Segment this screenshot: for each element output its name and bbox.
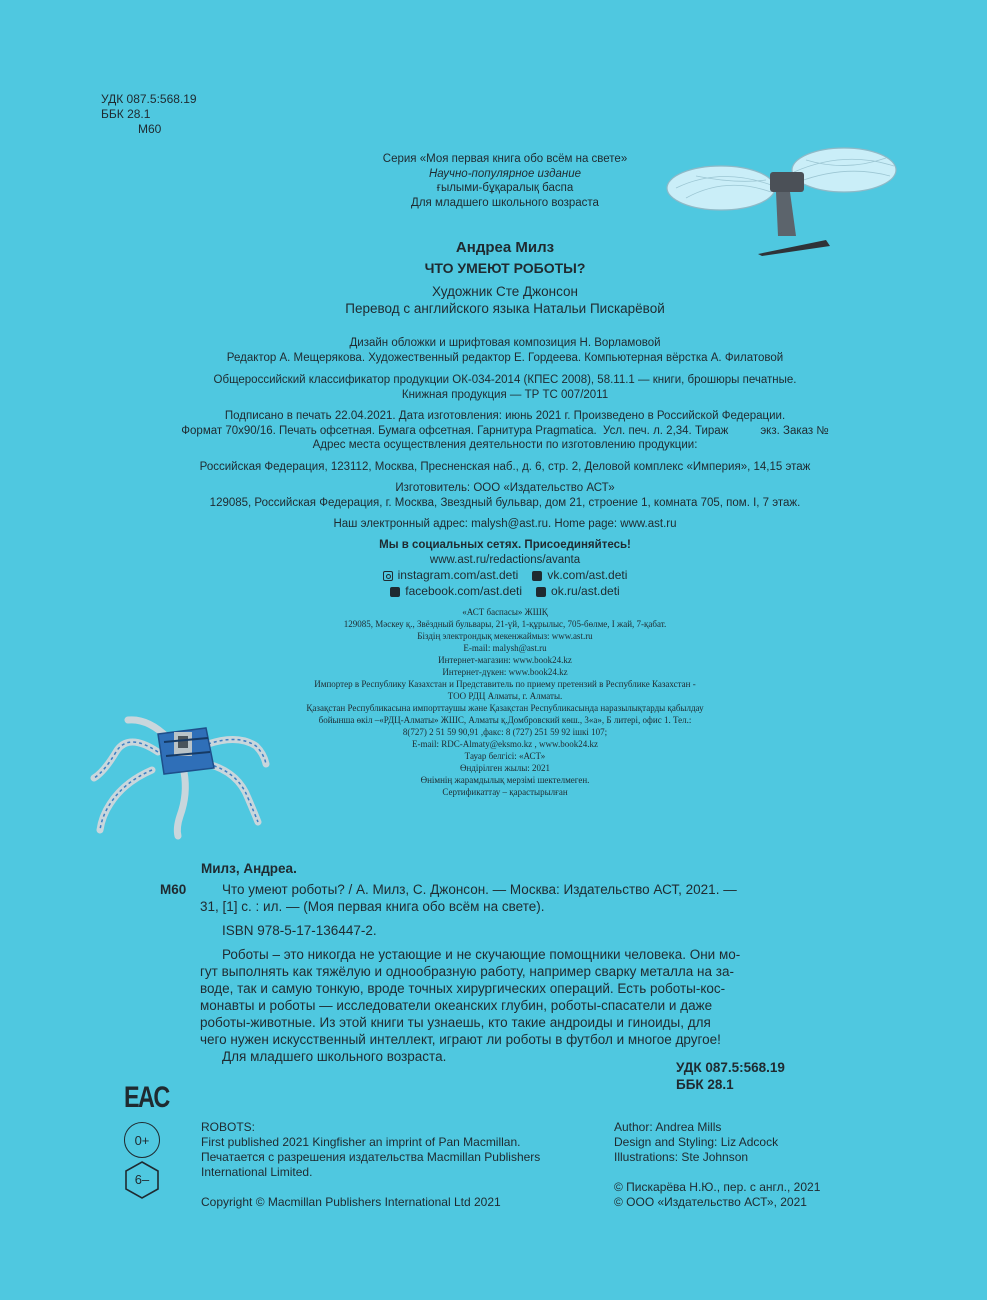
kz-line-7: Импортер в Республику Казахстан и Представитель по приему претензий в Республике Казахстан -	[314, 679, 696, 689]
catalog-heading: Милз, Андреа.	[201, 861, 297, 876]
age-group: Для младшего школьного возраста	[411, 196, 599, 209]
design-credits	[100, 336, 910, 365]
description-line-5: роботы-животные. Из этой книги ты узнаешь, кто такие андроиды и гиноиды, для	[200, 1015, 711, 1030]
original-illustrations: Illustrations: Ste Johnson	[614, 1150, 749, 1164]
kazakhstan-info-block	[240, 606, 770, 798]
translator-credit: Перевод с английского языка Натальи Пискарёвой	[345, 300, 665, 316]
permission-line-1: Печатается с разрешения издательства Macmillan Publishers	[201, 1150, 541, 1164]
classifier-line-2: Книжная продукция — ТР ТС 007/2011	[401, 388, 609, 401]
kz-line-9: Қазақстан Республикасына импорттаушы және Қазақстан Республикасында наразылықтарды қабылдау	[306, 703, 704, 713]
catalog-bbk: ББК 28.1	[676, 1076, 734, 1092]
series-name: Серия «Моя первая книга обо всём на свете»	[382, 153, 628, 165]
copyrights-block	[614, 1180, 820, 1210]
original-author: Author: Andrea Mills	[614, 1120, 722, 1134]
social-block	[250, 538, 760, 599]
vk-icon	[532, 571, 542, 581]
classifier-block	[100, 373, 910, 402]
classifier-line-1: Общероссийский классификатор продукции ОК-034-2014 (КПЕС 2008), 58.11.1 — книги, брошюры печатные.	[213, 374, 797, 386]
catalog-code: М60	[160, 882, 187, 897]
edition-type-kz: ғылыми-бұқаралық баспа	[436, 182, 574, 194]
odnoklassniki-icon	[536, 587, 546, 597]
age-badge-0: 0+	[124, 1122, 160, 1158]
contacts-line: Наш электронный адрес: malysh@ast.ru. Home page: www.ast.ru	[333, 518, 677, 530]
social-row-2	[250, 584, 760, 599]
kz-line-5: Интернет-магазин: www.book24.kz	[438, 655, 572, 665]
kz-line-4: E-mail: malysh@ast.ru	[463, 643, 547, 653]
book-author: Андреа Милз	[455, 239, 555, 256]
print-info-line-1: Подписано в печать 22.04.2021. Дата изготовления: июнь 2021 г. Произведено в Российской Федерации.	[224, 410, 786, 422]
permission-line-2: International Limited.	[201, 1165, 313, 1179]
catalog-classification	[676, 1060, 785, 1093]
kz-line-10: бойынша өкіл –«РДЦ-Алматы» ЖШС, Алматы қ.Домбровский көш., 3«а», Б литері, офис 1. Тел.:	[318, 715, 692, 725]
kz-line-3: Біздің электрондық мекенжаймыз: www.ast.ru	[417, 631, 593, 641]
original-copyright: Copyright © Macmillan Publishers International Ltd 2021	[201, 1195, 501, 1209]
vk-label: vk.com/ast.deti	[547, 568, 628, 582]
description-line-2: гут выполнять как тяжёлую и однообразную работу, например сварку металла на за-	[200, 964, 734, 979]
description-line-3: воде, так и самую тонкую, вроде точных хирургических операций. Есть роботы-кос-	[200, 981, 726, 996]
design-line-1: Дизайн обложки и шрифтовая композиция Н. Ворламовой	[349, 337, 661, 349]
print-info-block	[100, 409, 910, 453]
book-title: ЧТО УМЕЮТ РОБОТЫ?	[424, 260, 586, 276]
original-published: First published 2021 Kingfisher an imprint of Pan Macmillan.	[201, 1135, 521, 1149]
bbk-code: ББК 28.1	[101, 107, 151, 121]
production-address: Российская Федерация, 123112, Москва, Пресненская наб., д. 6, стр. 2, Деловой комплекс «Империя», 14,15 этаж	[199, 461, 811, 473]
catalog-entry-line-1: Что умеют роботы? / А. Милз, С. Джонсон. — Москва: Издательство АСТ, 2021. —	[222, 882, 737, 897]
kz-line-8: ТОО РДЦ Алматы, г. Алматы.	[447, 691, 563, 701]
kz-line-15: Өнімнің жарамдылық мерзімі шектелмеген.	[420, 775, 590, 785]
udk-code: УДК 087.5:568.19	[101, 92, 197, 106]
original-title: ROBOTS:	[201, 1120, 256, 1134]
instagram-label: instagram.com/ast.deti	[397, 568, 519, 582]
description-line-6: чего нужен искусственный интеллект, играют ли роботы в футбол и многое другое!	[200, 1032, 721, 1047]
original-design: Design and Styling: Liz Adcock	[614, 1135, 779, 1149]
publisher-copyright: © ООО «Издательство АСТ», 2021	[614, 1195, 807, 1209]
print-info-line-2: Формат 70х90/16. Печать офсетная. Бумага офсетная. Гарнитура Pragmatica. Усл. печ. л. 2,34. Тираж экз. Заказ №	[181, 424, 829, 437]
kz-line-6: Интернет-дүкен: www.book24.kz	[442, 667, 568, 677]
kz-line-2: 129085, Мәскеу қ., Звёздный бульвары, 21-үй, 1-құрылыс, 705-бөлме, I жай, 7-қабат.	[343, 619, 667, 629]
edition-type: Научно-популярное издание	[428, 167, 582, 180]
ok-label: ok.ru/ast.deti	[551, 584, 620, 598]
spider-robot-illustration	[88, 712, 270, 842]
kz-line-14: Өндірілген жылы: 2021	[459, 763, 551, 773]
book-description	[200, 946, 740, 1065]
kz-line-12: E-mail: RDC-Almaty@eksmo.kz , www.book24.kz	[412, 739, 598, 749]
print-info-line-3: Адрес места осуществления деятельности по изготовлению продукции:	[312, 439, 698, 451]
instagram-link[interactable]	[383, 568, 519, 583]
manufacturer-name: Изготовитель: ООО «Издательство АСТ»	[395, 482, 615, 494]
kz-line-16: Сертификаттау – қарастырылған	[442, 787, 568, 797]
catalog-entry-line-2: 31, [1] с. : ил. — (Моя первая книга обо всём на свете).	[200, 899, 545, 914]
social-main-link[interactable]: www.ast.ru/redactions/avanta	[429, 553, 581, 566]
description-line-1: Роботы – это никогда не устающие и не скучающие помощники человека. Они мо-	[222, 947, 741, 962]
social-heading: Мы в социальных сетях. Присоединяйтесь!	[379, 539, 631, 551]
facebook-label: facebook.com/ast.deti	[405, 584, 523, 598]
description-line-4: монавты и роботы — исследователи океанских глубин, роботы-спасатели и даже	[200, 998, 713, 1013]
facebook-icon	[390, 587, 400, 597]
catalog-entry	[200, 881, 737, 915]
description-age: Для младшего школьного возраста.	[222, 1049, 447, 1064]
original-edition-block	[201, 1120, 540, 1180]
author-mark: М60	[138, 122, 162, 136]
illustrator-credit: Художник Сте Джонсон	[432, 284, 578, 299]
original-credits-block	[614, 1120, 778, 1165]
translation-copyright: © Пискарёва Н.Ю., пер. с англ., 2021	[614, 1180, 821, 1194]
kz-line-11: 8(727) 2 51 59 90,91 ,факс: 8 (727) 251 59 92 ішкі 107;	[402, 727, 608, 737]
isbn-line: ISBN 978-5-17-136447-2.	[222, 923, 377, 938]
series-block	[300, 152, 710, 210]
kz-line-1: «АСТ баспасы» ЖШҚ	[462, 607, 548, 617]
credits-block	[250, 284, 760, 317]
facebook-link[interactable]	[390, 584, 522, 599]
social-row-1	[250, 568, 760, 583]
eac-mark: EAC	[124, 1081, 169, 1114]
vk-link[interactable]	[532, 568, 627, 583]
udk-block	[101, 92, 197, 137]
instagram-icon	[383, 571, 393, 581]
manufacturer-address: 129085, Российская Федерация, г. Москва, Звездный бульвар, дом 21, строение 1, комната 705, пом. I, 7 этаж.	[209, 496, 801, 509]
catalog-udk: УДК 087.5:568.19	[676, 1060, 785, 1075]
design-line-2: Редактор А. Мещерякова. Художественный редактор Е. Гордеева. Компьютерная вёрстка А. Филатовой	[226, 351, 784, 364]
kz-line-13: Тауар белгісі: «АСТ»	[464, 751, 546, 761]
age-badge-6: 6–	[134, 1172, 150, 1187]
manufacturer-block	[100, 481, 910, 510]
ok-link[interactable]	[536, 584, 620, 599]
